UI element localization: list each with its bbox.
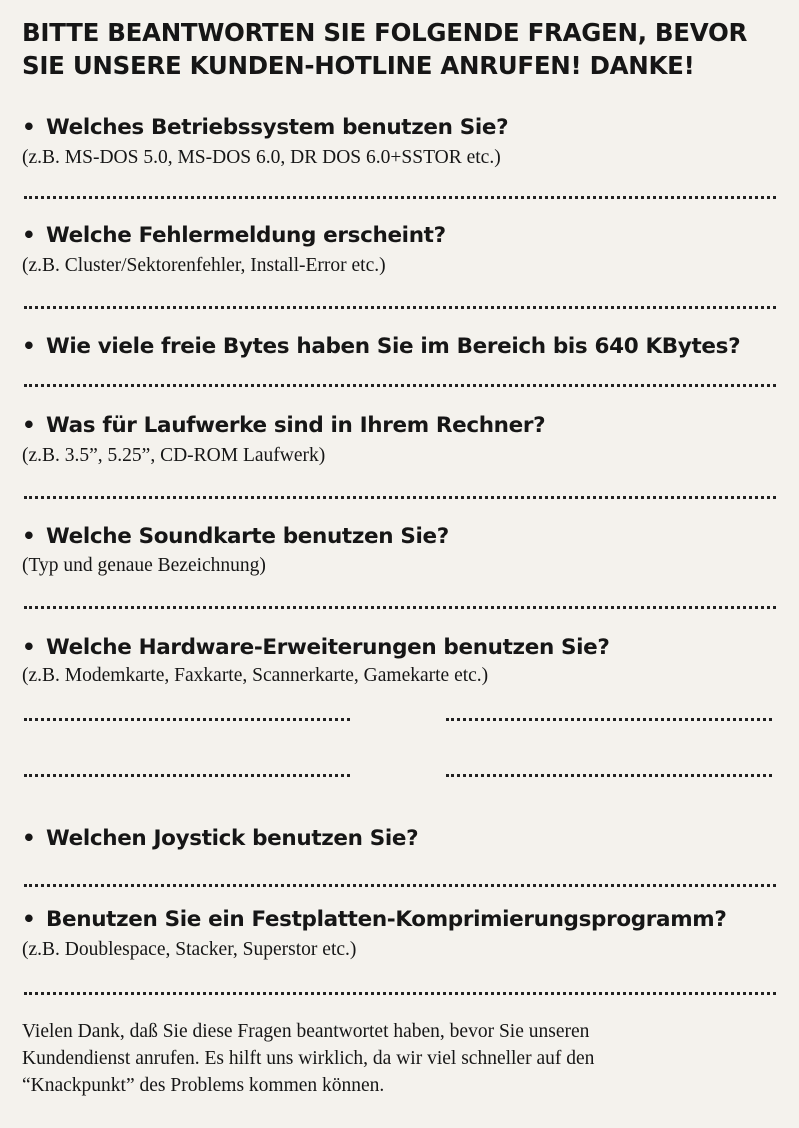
question-example: (Typ und genaue Bezeichnung) — [22, 555, 266, 576]
question-label: Welches Betriebssystem benutzen Sie? — [46, 115, 509, 140]
question-label: Welche Soundkarte benutzen Sie? — [46, 524, 449, 549]
bullet-icon: • — [22, 223, 36, 248]
closing-line-1: Vielen Dank, daß Sie diese Fragen beantwortet haben, bevor Sie unseren — [22, 1021, 590, 1042]
question-label: Was für Laufwerke sind in Ihrem Rechner? — [46, 413, 546, 438]
page-heading — [22, 16, 782, 82]
closing-note — [22, 1018, 782, 1099]
answer-line-sound-card[interactable] — [24, 606, 776, 609]
question-label: Welche Fehlermeldung erscheint? — [46, 223, 446, 248]
answer-line-operating-system[interactable] — [24, 196, 776, 199]
answer-line-free-bytes[interactable] — [24, 384, 776, 387]
question-example: (z.B. 3.5”, 5.25”, CD-ROM Laufwerk) — [22, 445, 326, 466]
bullet-icon: • — [22, 826, 36, 851]
question-hardware-extensions — [22, 634, 610, 662]
question-drives — [22, 412, 545, 440]
question-joystick — [22, 825, 418, 853]
question-error-message — [22, 222, 446, 250]
question-operating-system — [22, 114, 508, 142]
closing-line-2: Kundendienst anrufen. Es hilft uns wirklich, da wir viel schneller auf den — [22, 1048, 595, 1069]
answer-line-joystick[interactable] — [24, 884, 776, 887]
bullet-icon: • — [22, 413, 36, 438]
question-sound-card — [22, 523, 449, 551]
question-free-bytes — [22, 333, 740, 361]
answer-line-hardware-4[interactable] — [446, 774, 772, 777]
answer-line-drives[interactable] — [24, 496, 776, 499]
question-example: (z.B. Cluster/Sektorenfehler, Install-Error etc.) — [22, 255, 386, 276]
bullet-icon: • — [22, 115, 36, 140]
question-example: (z.B. Modemkarte, Faxkarte, Scannerkarte, Gamekarte etc.) — [22, 665, 489, 686]
answer-line-hardware-2[interactable] — [446, 718, 772, 721]
heading-line-1: BITTE BEANTWORTEN SIE FOLGENDE FRAGEN, BEVOR — [22, 18, 748, 47]
heading-line-2: SIE UNSERE KUNDEN-HOTLINE ANRUFEN! DANKE! — [22, 51, 695, 80]
answer-line-error-message[interactable] — [24, 306, 776, 309]
bullet-icon: • — [22, 334, 36, 359]
bullet-icon: • — [22, 907, 36, 932]
answer-line-hardware-1[interactable] — [24, 718, 350, 721]
question-label: Benutzen Sie ein Festplatten-Komprimierungsprogramm? — [46, 907, 727, 932]
bullet-icon: • — [22, 635, 36, 660]
question-example: (z.B. Doublespace, Stacker, Superstor etc.) — [22, 939, 357, 960]
question-label: Welche Hardware-Erweiterungen benutzen Sie? — [46, 635, 610, 660]
question-label: Welchen Joystick benutzen Sie? — [46, 826, 419, 851]
answer-line-hardware-3[interactable] — [24, 774, 350, 777]
bullet-icon: • — [22, 524, 36, 549]
closing-line-3: “Knackpunkt” des Problems kommen können. — [22, 1075, 385, 1096]
question-example: (z.B. MS-DOS 5.0, MS-DOS 6.0, DR DOS 6.0+SSTOR etc.) — [22, 147, 501, 168]
question-label: Wie viele freie Bytes haben Sie im Bereich bis 640 KBytes? — [46, 334, 741, 359]
question-compression — [22, 906, 726, 934]
answer-line-compression[interactable] — [24, 992, 776, 995]
